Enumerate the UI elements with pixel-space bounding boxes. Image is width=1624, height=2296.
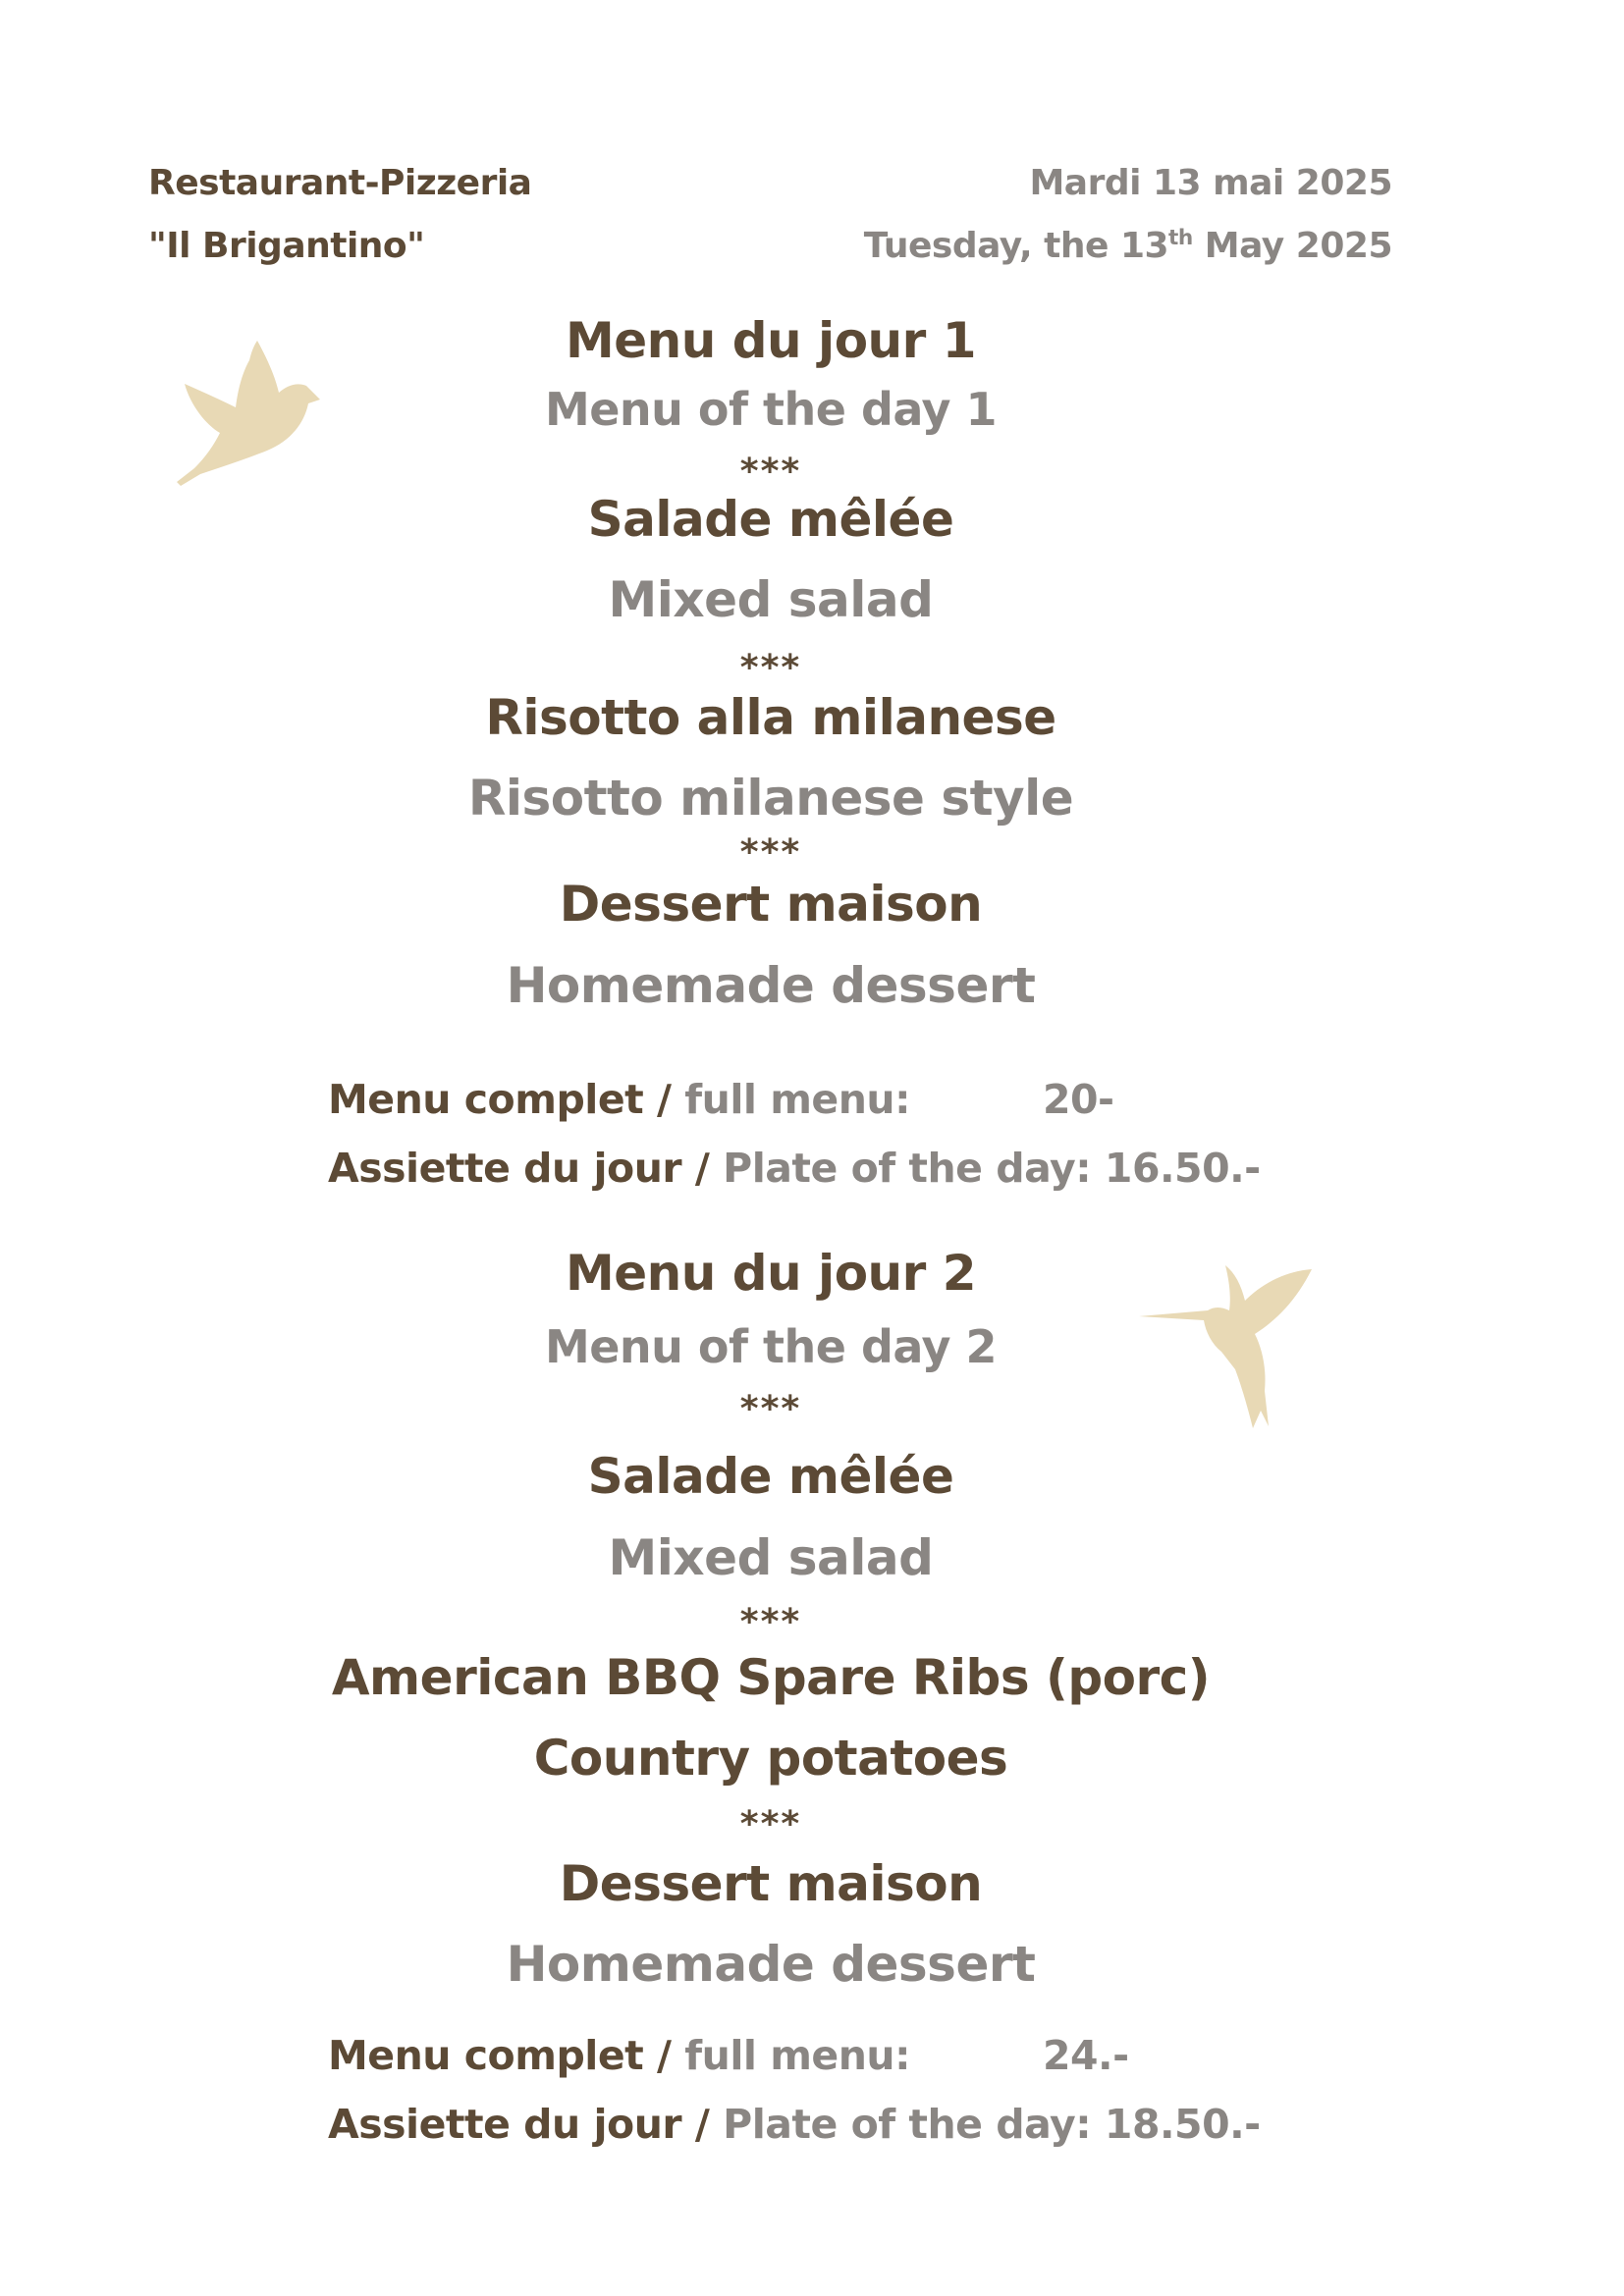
restaurant-name: "Il Brigantino" [148, 226, 425, 266]
separator: *** [739, 648, 802, 688]
menu2-main-line2: Country potatoes [533, 1730, 1008, 1787]
menu2-full-price: 24.- [1043, 2032, 1129, 2079]
restaurant-type: Restaurant-Pizzeria [148, 163, 532, 203]
menu2-main-line1: American BBQ Spare Ribs (porc) [331, 1649, 1211, 1706]
menu1-starter-en: Mixed salad [608, 571, 934, 628]
separator: *** [739, 452, 802, 492]
menu2-plate-price-row: Assiette du jour / Plate of the day: 18.50.- [328, 2101, 1261, 2148]
menu1-title-en: Menu of the day 1 [544, 383, 998, 436]
menu2-full-price-row: Menu complet / full menu: [328, 2032, 911, 2079]
separator: *** [739, 832, 802, 873]
menu2-dessert-en: Homemade dessert [506, 1936, 1036, 1993]
menu2-dessert-fr: Dessert maison [559, 1855, 983, 1912]
separator: *** [739, 1804, 802, 1844]
menu1-dessert-fr: Dessert maison [559, 876, 983, 933]
menu1-plate-price-row: Assiette du jour / Plate of the day: 16.50.- [328, 1145, 1261, 1192]
menu1-dessert-en: Homemade dessert [506, 957, 1036, 1014]
menu1-title-fr: Menu du jour 1 [566, 312, 976, 369]
menu1-starter-fr: Salade mêlée [587, 491, 954, 548]
menu1-full-price-row: Menu complet / full menu: [328, 1076, 911, 1123]
date-french: Mardi 13 mai 2025 [1029, 163, 1392, 203]
menu2-title-en: Menu of the day 2 [544, 1320, 998, 1373]
separator: *** [739, 1602, 802, 1642]
menu2-title-fr: Menu du jour 2 [566, 1245, 976, 1302]
menu1-full-price: 20- [1043, 1076, 1114, 1123]
menu2-starter-en: Mixed salad [608, 1529, 934, 1586]
separator: *** [739, 1389, 802, 1429]
menu2-starter-fr: Salade mêlée [587, 1448, 954, 1505]
menu1-main-en: Risotto milanese style [467, 770, 1074, 827]
menu1-main-fr: Risotto alla milanese [485, 689, 1056, 746]
date-english: Tuesday, the 13th May 2025 [863, 226, 1392, 266]
